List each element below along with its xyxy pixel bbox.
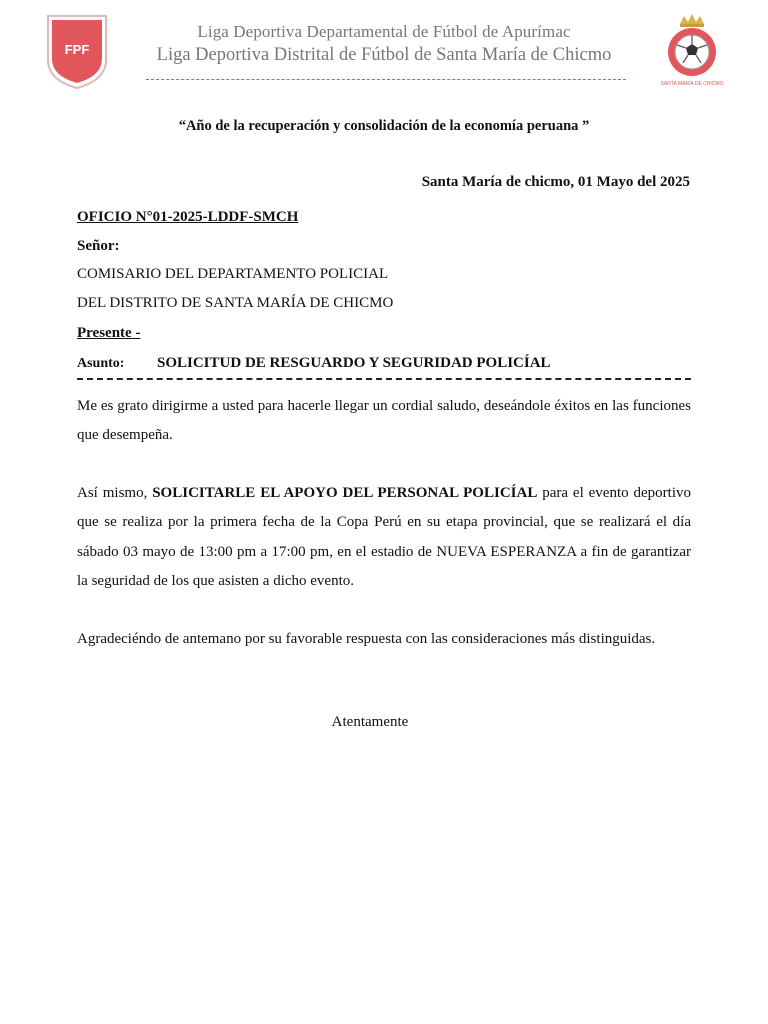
crest-caption: SANTA MARÍA DE CHICMO: [660, 81, 724, 87]
recipient-line-2: DEL DISTRITO DE SANTA MARÍA DE CHICMO: [77, 295, 394, 311]
header-league-district: Liga Deportiva Distrital de Fútbol de Santa María de Chicmo: [156, 45, 612, 65]
letter-date: Santa María de chicmo, 01 Mayo del 2025: [421, 174, 690, 190]
header-league-department: Liga Deportiva Departamental de Fútbol de Apurímac: [197, 22, 571, 41]
paragraph-thanks: Agradeciéndo de antemano por su favorable respuesta con las consideraciones más distinguidas.: [77, 631, 656, 647]
request-intro: Así mismo,: [77, 485, 148, 501]
request-emphasis: SOLICITARLE EL APOYO DEL PERSONAL POLICÍAL: [152, 485, 538, 501]
oficio-number: OFICIO N°01-2025-LDDF-SMCH: [77, 209, 299, 225]
subject-label: Asunto:: [77, 356, 125, 371]
paragraph-greeting: Me es grato dirigirme a usted para hacerle llegar un cordial saludo, deseándole éxitos en las funciones que desempeña.: [77, 398, 691, 444]
closing: Atentamente: [331, 714, 409, 730]
presente: Presente -: [77, 325, 141, 341]
letterhead: [0, 0, 768, 100]
salutation: Señor:: [77, 238, 120, 254]
subject-divider: [77, 378, 691, 380]
subject-value: SOLICITUD DE RESGUARDO Y SEGURIDAD POLICÍAL: [157, 355, 551, 371]
club-crest-logo: [654, 10, 730, 90]
fpf-logo-text: FPF: [64, 42, 90, 57]
subject-line: [77, 355, 691, 372]
request-details: para el evento deportivo que se realiza por la primera fecha de la Copa Perú en su etapa provincial, que se realizará el día sábado 03 mayo de 13:00 pm a 17:00 pm, en el estadio de NUEVA ESPERANZA a fin de garantizar la seguridad de los que asisten a dicho evento.: [77, 485, 691, 589]
paragraph-request: [77, 479, 691, 596]
year-motto: “Año de la recuperación y consolidación de la economía peruana ”: [178, 118, 590, 134]
recipient-line-1: COMISARIO DEL DEPARTAMENTO POLICIAL: [77, 266, 389, 282]
header-divider: [146, 79, 626, 80]
crown-icon: [680, 14, 704, 27]
